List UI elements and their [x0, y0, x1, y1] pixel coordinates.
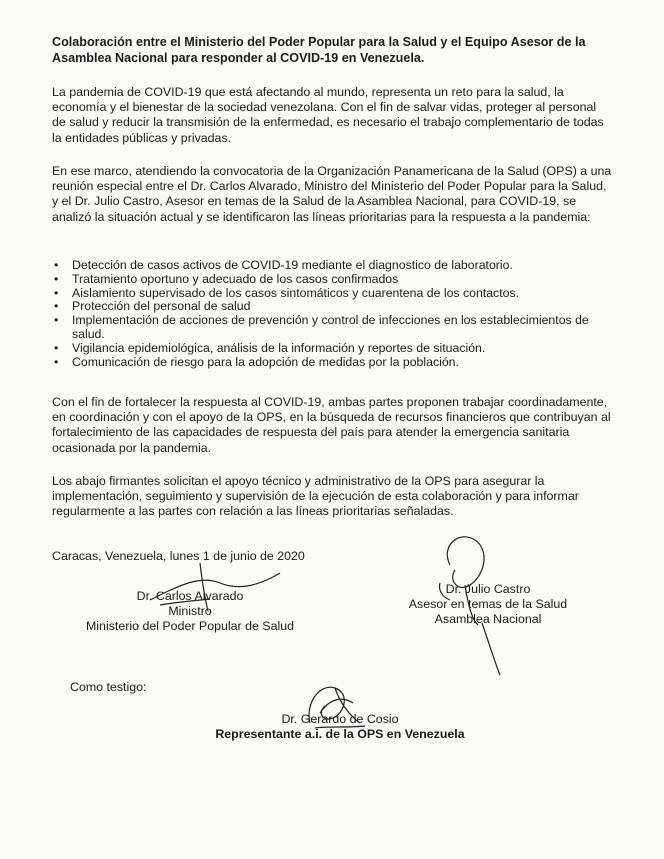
signature-block-alvarado — [60, 589, 320, 634]
signatory-name: Dr. Julio Castro — [445, 582, 531, 596]
list-item: • Protección del personal de salud — [52, 300, 612, 314]
signatory-role: Ministro — [168, 604, 212, 618]
list-item: • Aislamiento supervisado de los casos sintomáticos y cuarentena de los contactos. — [52, 287, 612, 301]
signatory-role: Asesor en temas de la Salud — [408, 597, 568, 611]
list-item: • Tratamiento oportuno y adecuado de los casos confirmados — [52, 273, 612, 287]
paragraph-context: En ese marco, atendiendo la convocatoria de la Organización Panamericana de la Salud (OPS) a una reunión especial entre el Dr. Carlos Alvarado, Ministro del Ministerio del Poder Popular para la Salud, y el Dr. Julio Castro, Asesor en temas de la Salud de la Asamblea Nacional, para COVID-19, se analizó la situación actual y se identificaron las líneas prioritarias para la respuesta a la pandemia: — [52, 164, 612, 224]
signatory-role: Representante a.i. de la OPS en Venezuela — [215, 727, 465, 741]
place-date: Caracas, Venezuela, lunes 1 de junio de 2020 — [52, 549, 305, 563]
list-item: • Vigilancia epidemiológica, análisis de la información y reportes de situación. — [52, 342, 612, 356]
priority-lines-list — [52, 259, 612, 369]
signatory-institution: Ministerio del Poder Popular de Salud — [85, 619, 294, 633]
signature-block-cosio — [150, 712, 530, 742]
list-item: • Detección de casos activos de COVID-19 mediante el diagnostico de laboratorio. — [52, 259, 612, 273]
signature-block-castro — [368, 582, 608, 627]
list-item: • Comunicación de riesgo para la adopción de medidas por la población. — [52, 356, 612, 370]
list-item: • Implementación de acciones de prevención y control de infecciones en los establecimientos de salud. — [52, 314, 612, 342]
signatory-name: Dr. Carlos Alvarado — [136, 589, 244, 603]
witness-label: Como testigo: — [70, 680, 147, 694]
paragraph-request: Los abajo firmantes solicitan el apoyo técnico y administrativo de la OPS para asegurar la implementación, seguimiento y supervisión de la ejecución de esta colaboración y para informar regularmente a las partes con relación a las líneas prioritarias señaladas. — [52, 474, 579, 519]
paragraph-strengthen: Con el fin de fortalecer la respuesta al COVID-19, ambas partes proponen trabajar coordinadamente, en coordinación y con el apoyo de la OPS, en la búsqueda de recursos financieros que contribuyan al fortalecimiento de las capacidades de respuesta del país para atender la emergencia sanitaria ocasionada por la pandemia. — [52, 395, 611, 455]
signatory-name: Dr. Gerardo de Cosio — [281, 712, 399, 726]
signatory-institution: Asamblea Nacional — [434, 612, 542, 626]
paragraph-intro: La pandemia de COVID-19 que está afectando al mundo, representa un reto para la salud, la economía y el bienestar de la sociedad venezolana. Con el fin de salvar vidas, proteger al personal de salud y reducir la transmisión de la enfermedad, es necesario el trabajo complementario de todas la entidades públicas y privadas. — [52, 85, 604, 145]
document-title: Colaboración entre el Ministerio del Poder Popular para la Salud y el Equipo Asesor de la Asamblea Nacional para responder al COVID-19 en Venezuela. — [52, 35, 586, 65]
